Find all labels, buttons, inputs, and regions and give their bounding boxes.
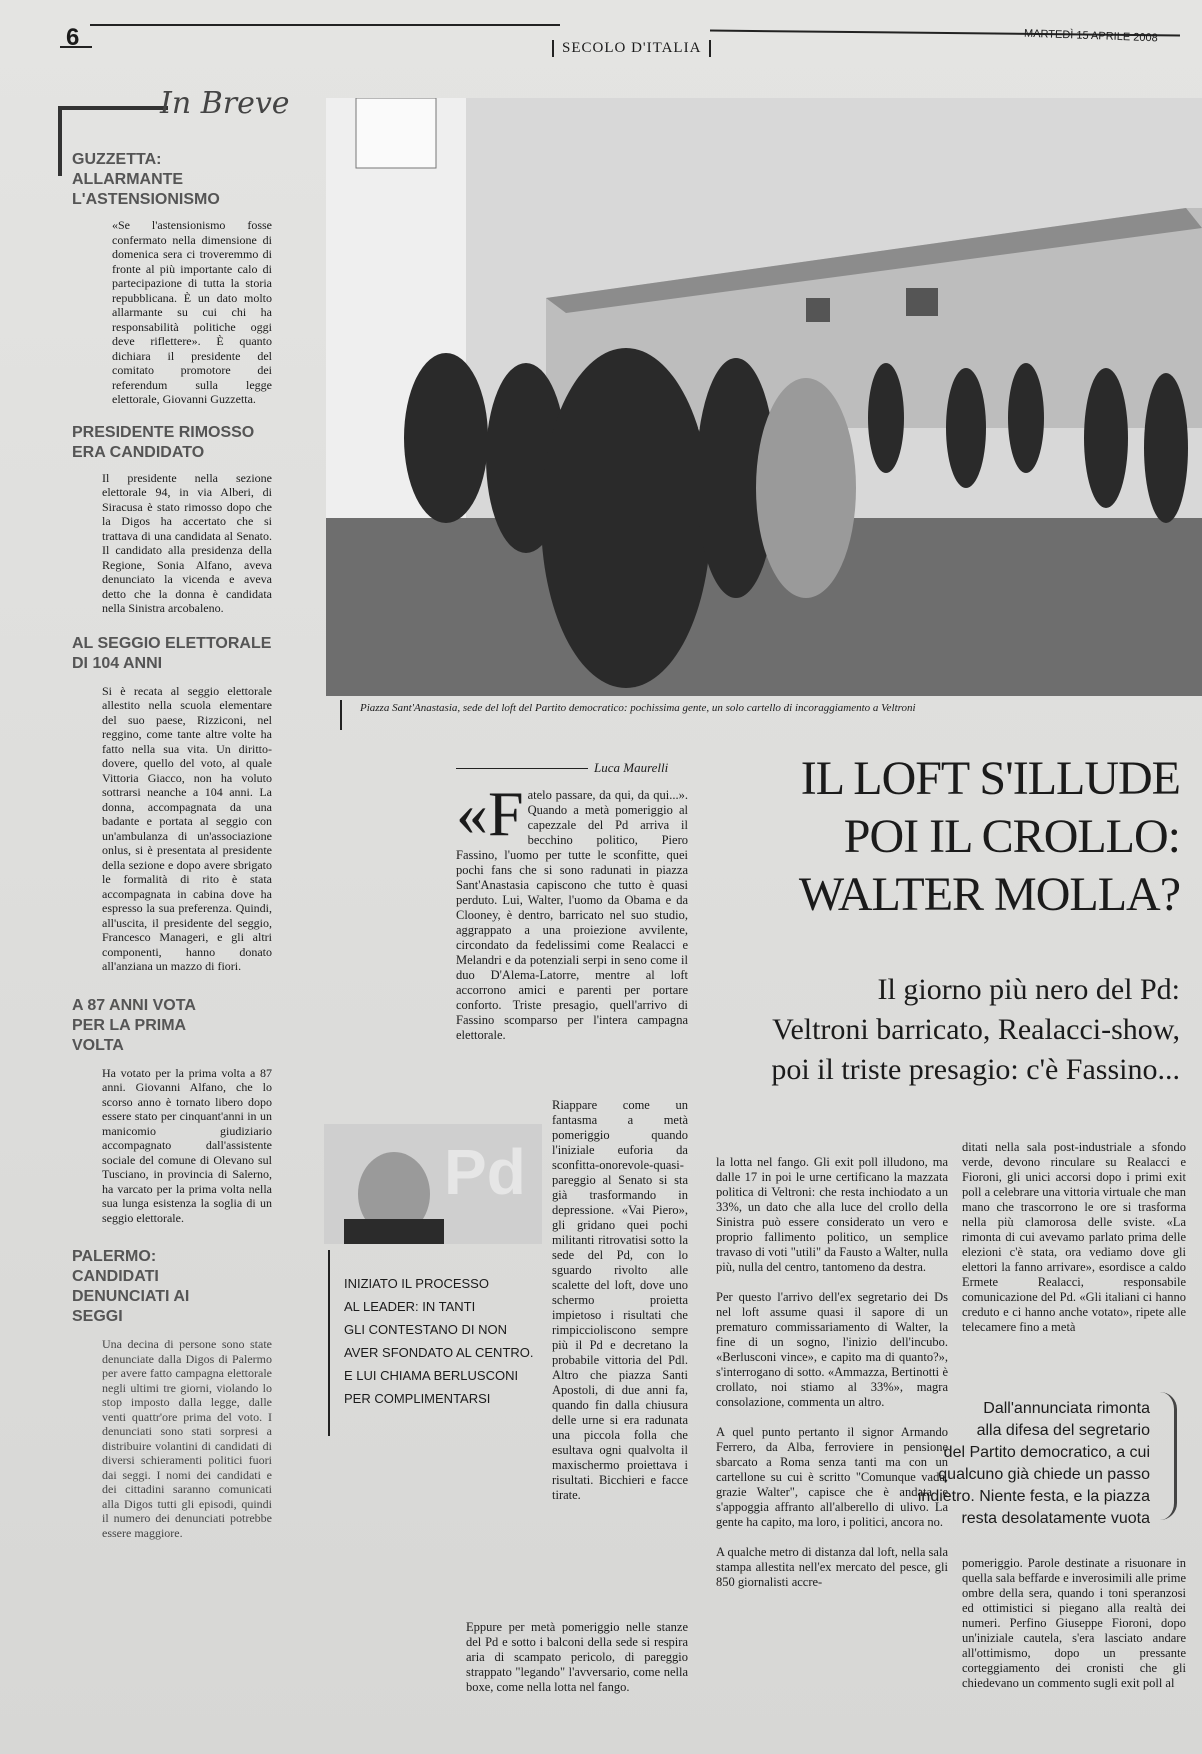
pull-line: resta desolatamente vuota	[961, 1510, 1150, 1527]
brief-text: Il presidente nella sezione elettorale 94, in via Alberi, di Siracusa è stato rimosso dopo che la Digos ha accertato che si trattava di una candidata al Senato. Il candidato alla presidenza della Regione, Sonia Alfano, aveva denunciato la vicenda e aveva detto che la donna è candidata nella Sinistra arcobaleno.	[102, 470, 272, 615]
inset-quote	[344, 1272, 544, 1410]
brief-text: Si è recata al seggio elettorale allestito nella scuola elementare del suo paese, Rizziconi, nel reggino, come tante altre volte ha fatto nella sua vita. Un diritto-dovere, quello del voto, al quale Vittoria Giacco, non ha voluto sottrarsi neanche a 104 anni. La donna, accompagnata da una badante e portata al seggio con un'ambulanza di un'associazione onlus, si è presentata al presidente della sezione e dopo avere sbrigato le formalità di rito è stata accompagnata in cabina dove ha espresso la sua preferenza. Quindi, all'uscita, il presidente del seggio, Francesco Manageri, e gli altri componenti, hanno donato all'anziana un mazzo di fiori.	[102, 683, 272, 973]
quote-line: PER COMPLIMENTARSI	[344, 1391, 491, 1406]
article-column-3	[962, 1140, 1186, 1335]
photo-caption: Piazza Sant'Anastasia, sede del loft del Partito democratico: pochissima gente, un solo cartello di incoraggiamento a Veltroni	[360, 702, 916, 714]
article-text: ditati nella sala post-industriale a sfondo verde, devono rinculare su Realacci e Fioroni, gli unici accorsi dopo i primi exit poll a celebrare una vittoria virtuale che man mano che trascorrono le ore si trasforma nella più clamorosa delle sviste. «La rimonta di cui avevamo parlato prima delle elezioni c'è stata, ora vediamo dove gli elettori la fanno arrivare», esordisce a caldo Ermete Realacci, responsabile comunicazione del Pd. «Gli italiani ci hanno creduto e ci hanno anche votato», ripete alle telecamere fino a metà	[962, 1140, 1186, 1334]
headline-line: IL LOFT S'ILLUDE	[800, 752, 1180, 805]
inset-photo	[324, 1124, 542, 1244]
drop-cap: «F	[456, 778, 524, 849]
article-text: la lotta nel fango. Gli exit poll illudono, ma dalle 17 in poi le urne certificano la mazzata politica di Veltroni: che resta inchiodato a un 33%, un dato che alla luce del crollo della Sinistra può essere considerato un vero e proprio fallimento politico, un semplice travaso di voti "utili" da Fausto a Walter, nulla più, nulla del centro, tantomeno da destra. Per questo l'arrivo dell'ex segretario dei Ds nel loft assume quasi il sapore di un prematuro commissariamento di Walter, la fine di un sogno, l'inizio dell'incubo. «Berlusconi vince», e capito ma di quanto?», s'interrogano di sotto. «Ammazza, Bertinotti è crollato, noi stiamo al 33%», magra consolazione, commenta un altro. A quel punto pertanto il signor Armando Ferrero, da Alba, ferroviere in pensione sbarcato a Roma senza tanti ma con un cartellone su cui è scritto "Comunque vada, grazie Walter", capisce che è andata e s'appoggia affranto all'alberello di ulivo. La gente ha capito, ma loro, i politici, ancora no. A qualche metro di distanza dal loft, nella sala stampa allestita nell'ex mercato del pesce, gli 850 giornalisti accre-	[716, 1155, 948, 1589]
pull-line: alla difesa del segretario	[976, 1422, 1150, 1439]
news-photo	[326, 98, 1202, 696]
headline	[690, 750, 1180, 924]
masthead: SECOLO D'ITALIA	[552, 40, 711, 57]
article-column-1c	[466, 1620, 688, 1695]
quote-line: AL LEADER: IN TANTI	[344, 1299, 476, 1314]
headline-line: POI IL CROLLO:	[843, 810, 1180, 863]
brief-logo: In Breve	[160, 86, 290, 121]
brief-bar	[58, 106, 62, 176]
byline: Luca Maurelli	[594, 760, 669, 775]
photo-illustration	[326, 98, 1202, 696]
brief-title: A 87 ANNI VOTA PER LA PRIMA VOLTA	[72, 996, 196, 1054]
pull-quote	[850, 1398, 1150, 1530]
brief-column	[72, 150, 272, 1540]
article-text: pomeriggio. Parole destinate a risuonare in quella sala beffarde e inverosimili alle prime ombre della sera, quando i toni speranzosi ed ottimistici si piegano alla realtà dei numeri. Perfino Giuseppe Fioroni, dopo un'iniziale cautela, s'era lasciato andare all'ottimismo, dopo un pressante corteggiamento dei cronisti che gli chiedevano un commento sugli exit poll al	[962, 1556, 1186, 1690]
portrait-illustration	[324, 1124, 542, 1244]
article-column-1b	[552, 1098, 688, 1503]
brief-title: PRESIDENTE RIMOSSO ERA CANDIDATO	[72, 423, 255, 461]
headline-line: WALTER MOLLA?	[798, 868, 1180, 921]
top-rule	[90, 24, 560, 26]
issue-date: MARTEDÌ 15 APRILE 2008	[1023, 27, 1158, 45]
article-text: Riappare come un fantasma a metà pomeriggio quando l'iniziale euforia da sconfitta-onorevole-quasi-pareggio al Senato si sta già trasformando in depressione. «Vai Piero», gli gridano quei pochi militanti ritrovatisi sotto la sede del Pd, con lo sguardo rivolto alle scalette del loft, dove uno schermo proietta impietoso i risultati che rimpiccioliscono sempre più il Pd e decretano la probabile vittoria del Pdl. Altro che piazza Santi Apostoli, di due anni fa, quando fin dalla chiusura delle urne si era radunata una piccola folla che esultava ogni qualvolta il maxischermo proiettava i risultati. Bicchieri e facce tirate.	[552, 1098, 688, 1502]
brief-title: GUZZETTA: ALLARMANTE L'ASTENSIONISMO	[72, 151, 220, 208]
quote-line: GLI CONTESTANO DI NON	[344, 1322, 507, 1337]
brief-bar-top	[58, 106, 168, 110]
quote-rule	[328, 1250, 330, 1436]
article-text: Eppure per metà pomeriggio nelle stanze del Pd e sotto i balconi della sede si respira aria di scampato pericolo, di pareggio strappato "legando" l'avversario, come nella boxe, come nella lotta nel fango.	[466, 1620, 688, 1694]
brief-text: Ha votato per la prima volta a 87 anni. Giovanni Alfano, che lo scorso anno è tornato libero dopo essere stato per cinquant'anni in un manicomio giudiziario accompagnato dall'assistente sociale del comune di Olevano sul Tusciano, in provincia di Salerno, ha varcato per la prima volta nella sua lunga esistenza la soglia di un seggio elettorale.	[102, 1065, 272, 1225]
caption-rule	[340, 700, 342, 730]
byline-rule	[456, 768, 588, 769]
article-text: atelo passare, da qui, da qui...». Quando a metà pomeriggio al capezzale del Pd arriva il becchino politico, Piero Fassino, l'uomo per tutte le sconfitte, quei pochi fans che si sono radunati in piazza Sant'Anastasia capiscono che tutto è quasi perduto. Lui, Walter, l'uomo da Obama e da Clooney, è dentro, barricato nel suo studio, aggrappato a una proiezione avvilente, circondato da fedelissimi come Realacci e Melandri e da potenziali serpi in seno come il duo D'Alema-Latorre, mentre al loft accorrono amici e parenti per portare conforto. Triste presagio, quell'arrivo di Fassino scomparso per l'intera campagna elettorale.	[456, 788, 688, 1042]
brief-title: PALERMO: CANDIDATI DENUNCIATI AI SEGGI	[72, 1248, 190, 1325]
article-column-3b	[962, 1556, 1186, 1691]
pull-line: indietro. Niente festa, e la piazza	[917, 1488, 1150, 1505]
quote-line: E LUI CHIAMA BERLUSCONI	[344, 1368, 519, 1383]
subhead-line: Il giorno più nero del Pd:	[877, 973, 1180, 1006]
brief-text: «Se l'astensionismo fosse confermato nella dimensione di domenica sera ci troveremmo di fronte al più importante calo di partecipazione di tutta la storia repubblicana. È un dato molto allarmante su cui chi ha responsabilità politiche oggi deve riflettere». È quanto dichiara il presidente del comitato promotore dei referendum sulla legge elettorale, Giovanni Guzzetta.	[112, 218, 272, 406]
article-column-1	[456, 778, 688, 1043]
brief-text: Una decina di persone sono state denunciate dalla Digos di Palermo per avere fatto campagna elettorale negli ultimi tre giorni, violando lo stop imposto dalla legge, dalle venti quattr'ore prima del voto. I denunciati sono stati sorpresi a distribuire volantini di candidati di diversi schieramenti politici fuori dai seggi. I nomi dei candidati e dei cittadini saranno comunicati alla Digos tutti gli episodi, quindi il numero dei denunciati potrebbe essere maggiore.	[102, 1337, 272, 1540]
pull-quote-bracket	[1160, 1392, 1177, 1520]
page-number: 6	[66, 24, 80, 51]
pull-line: Dall'annunciata rimonta	[983, 1400, 1150, 1417]
quote-line: INIZIATO IL PROCESSO	[344, 1276, 489, 1291]
brief-title: AL SEGGIO ELETTORALE DI 104 ANNI	[72, 634, 272, 672]
subhead-line: poi il triste presagio: c'è Fassino...	[771, 1053, 1180, 1086]
subhead-line: Veltroni barricato, Realacci-show,	[772, 1013, 1180, 1046]
pull-line: del Partito democratico, a cui	[943, 1444, 1150, 1461]
subheadline	[690, 970, 1180, 1090]
quote-line: AVER SFONDATO AL CENTRO.	[344, 1345, 534, 1360]
svg-text:Pd: Pd	[444, 1136, 526, 1208]
pull-line: qualcuno già chiede un passo	[938, 1466, 1150, 1483]
